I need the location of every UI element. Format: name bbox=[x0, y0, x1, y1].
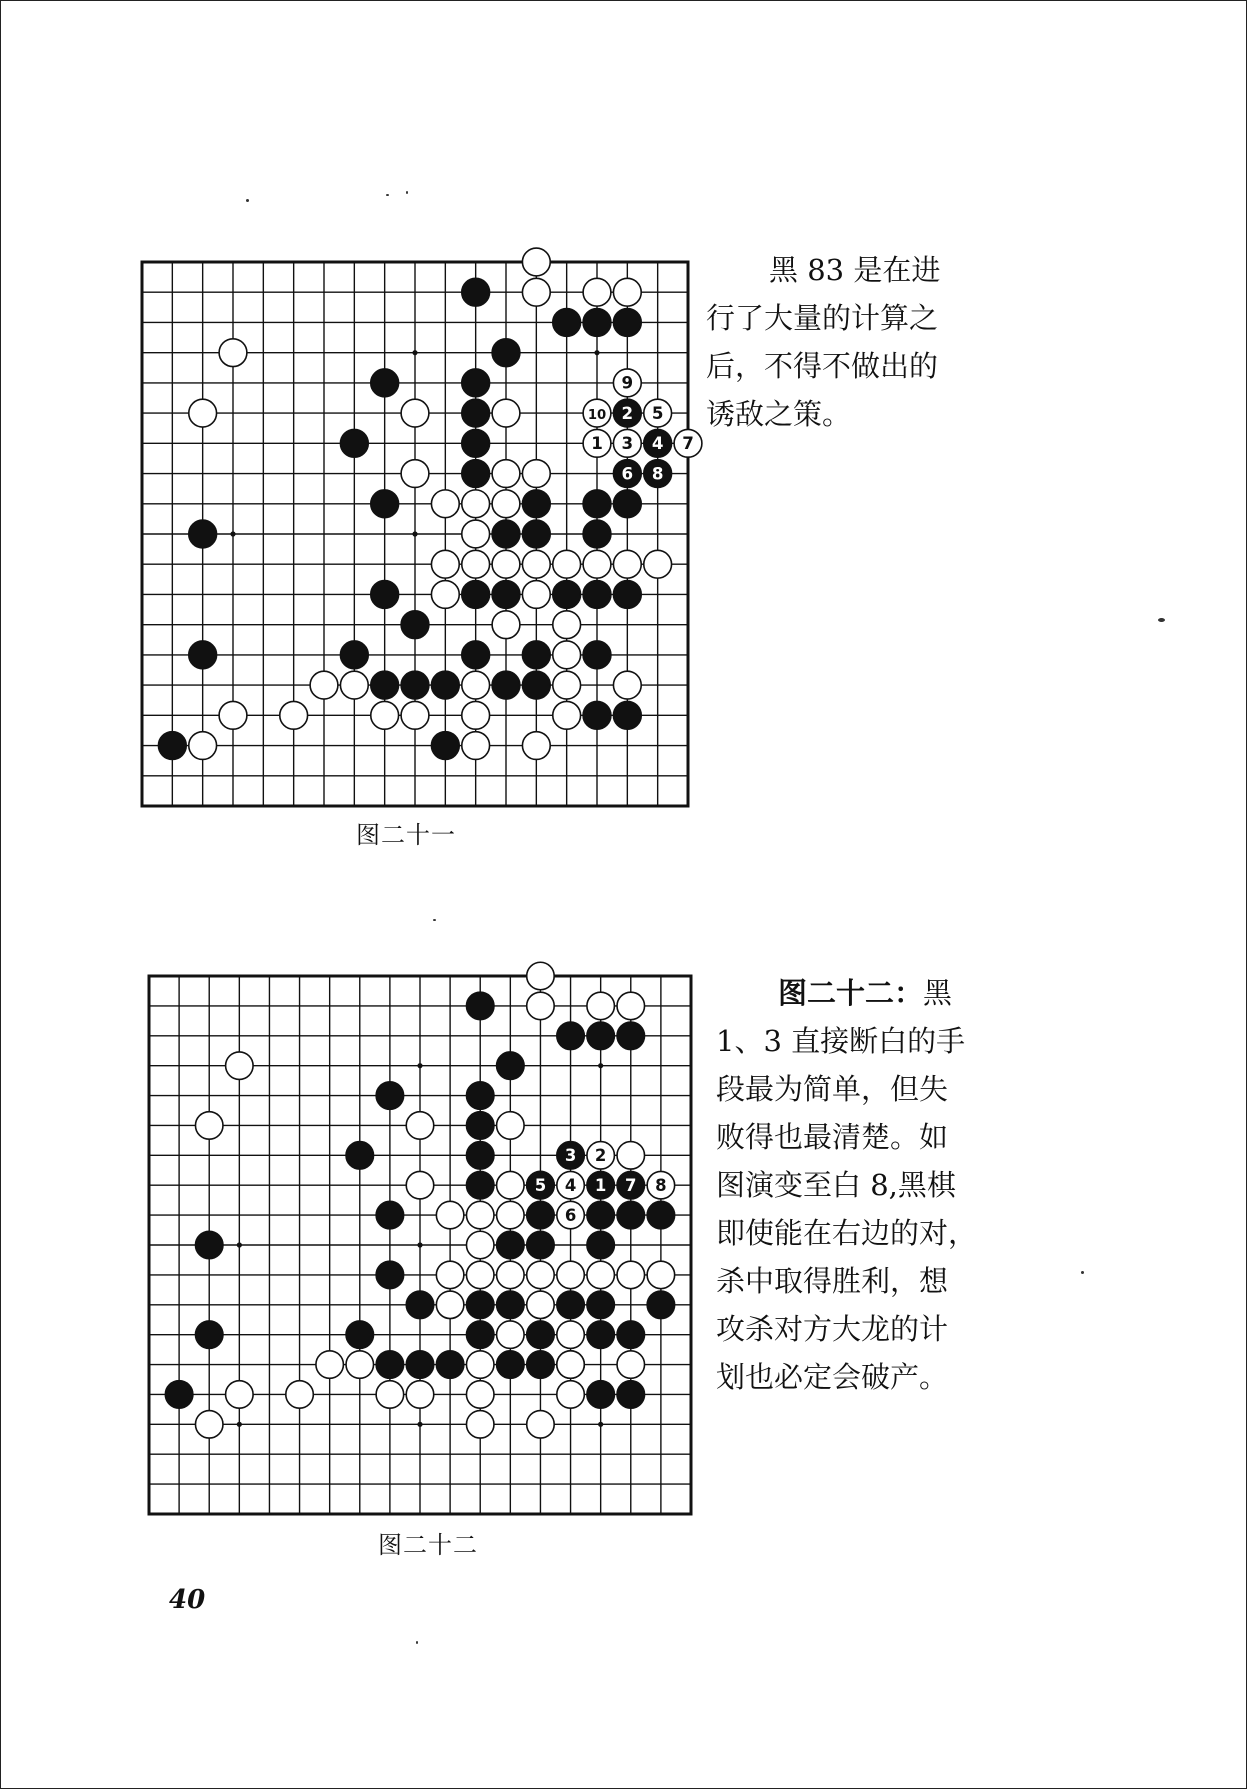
white-stone bbox=[587, 1261, 614, 1288]
move-number-label: 6 bbox=[621, 464, 634, 484]
star-point bbox=[598, 1063, 603, 1068]
star-point bbox=[237, 1422, 242, 1427]
white-stone bbox=[522, 732, 550, 760]
diagram-caption-22: 图二十二 bbox=[378, 1531, 478, 1559]
commentary-21-line-4: 诱敌之策。 bbox=[706, 397, 852, 431]
black-stone bbox=[462, 399, 490, 427]
white-stone bbox=[436, 1201, 463, 1228]
white-stone bbox=[583, 278, 611, 306]
white-stone bbox=[189, 399, 217, 427]
go-board-diagram-22 bbox=[146, 973, 694, 1517]
black-stone bbox=[406, 1291, 433, 1318]
black-stone bbox=[522, 490, 550, 518]
go-board-svg-21 bbox=[139, 259, 694, 809]
black-stone bbox=[583, 701, 611, 729]
black-stone bbox=[376, 1082, 403, 1109]
white-stone bbox=[553, 611, 581, 639]
commentary-22-heading: 图二十二： bbox=[778, 976, 924, 1010]
scan-speck bbox=[246, 199, 249, 202]
black-stone bbox=[617, 1381, 644, 1408]
white-stone bbox=[583, 550, 611, 578]
white-stone bbox=[617, 1261, 644, 1288]
white-stone bbox=[527, 962, 554, 989]
white-stone bbox=[527, 1411, 554, 1438]
move-number-label: 2 bbox=[621, 403, 634, 423]
white-stone bbox=[401, 701, 429, 729]
commentary-22-line-4: 图演变至白 8,黑棋 bbox=[716, 1168, 956, 1202]
move-number-label: 3 bbox=[621, 434, 634, 454]
white-stone bbox=[497, 1171, 524, 1198]
black-stone bbox=[462, 641, 490, 669]
commentary-21-line-3: 后，不得不做出的 bbox=[706, 349, 939, 383]
black-stone bbox=[522, 671, 550, 699]
black-stone bbox=[557, 1291, 584, 1318]
star-point bbox=[417, 1063, 422, 1068]
black-stone bbox=[340, 641, 368, 669]
white-stone bbox=[310, 671, 338, 699]
white-stone bbox=[401, 460, 429, 488]
white-stone bbox=[466, 1411, 493, 1438]
move-number-label: 8 bbox=[655, 1175, 667, 1195]
white-stone bbox=[522, 550, 550, 578]
white-stone bbox=[431, 581, 459, 609]
white-stone bbox=[219, 339, 247, 367]
black-stone bbox=[527, 1201, 554, 1228]
black-stone bbox=[189, 641, 217, 669]
white-stone bbox=[462, 701, 490, 729]
white-stone bbox=[466, 1351, 493, 1378]
black-stone bbox=[462, 369, 490, 397]
star-point bbox=[417, 1422, 422, 1427]
commentary-22-line-6: 杀中取得胜利，想 bbox=[716, 1264, 949, 1298]
black-stone bbox=[492, 671, 520, 699]
white-stone bbox=[617, 1142, 644, 1169]
white-stone bbox=[492, 490, 520, 518]
move-number-label: 7 bbox=[682, 434, 694, 454]
white-stone bbox=[466, 1381, 493, 1408]
star-point bbox=[594, 350, 599, 355]
black-stone bbox=[522, 641, 550, 669]
page-number: 40 bbox=[169, 1585, 206, 1615]
scan-speck bbox=[1081, 1271, 1084, 1274]
move-number-label: 1 bbox=[594, 1175, 607, 1195]
move-number-label: 7 bbox=[625, 1175, 637, 1195]
black-stone bbox=[466, 1142, 493, 1169]
black-stone bbox=[462, 460, 490, 488]
black-stone bbox=[376, 1351, 403, 1378]
black-stone bbox=[617, 1022, 644, 1049]
black-stone bbox=[492, 339, 520, 367]
white-stone bbox=[195, 1112, 222, 1139]
white-stone bbox=[401, 399, 429, 427]
black-stone bbox=[527, 1321, 554, 1348]
black-stone bbox=[195, 1231, 222, 1258]
black-stone bbox=[587, 1022, 614, 1049]
white-stone bbox=[431, 550, 459, 578]
black-stone bbox=[613, 309, 641, 337]
white-stone bbox=[613, 550, 641, 578]
black-stone bbox=[583, 520, 611, 548]
white-stone bbox=[226, 1381, 253, 1408]
star-point bbox=[598, 1422, 603, 1427]
white-stone bbox=[557, 1261, 584, 1288]
black-stone bbox=[158, 732, 186, 760]
black-stone bbox=[165, 1381, 192, 1408]
black-stone bbox=[340, 429, 368, 457]
move-number-label: 2 bbox=[594, 1146, 607, 1166]
black-stone bbox=[401, 671, 429, 699]
black-stone bbox=[587, 1321, 614, 1348]
go-board-diagram-21 bbox=[139, 259, 694, 809]
white-stone bbox=[406, 1171, 433, 1198]
white-stone bbox=[553, 641, 581, 669]
commentary-22 bbox=[716, 969, 977, 1401]
black-stone bbox=[583, 309, 611, 337]
white-stone bbox=[613, 278, 641, 306]
white-stone bbox=[553, 550, 581, 578]
black-stone bbox=[497, 1351, 524, 1378]
move-number-label: 3 bbox=[564, 1146, 577, 1166]
scan-speck bbox=[406, 191, 408, 194]
commentary-22-line-8: 划也必定会破产。 bbox=[716, 1360, 949, 1394]
commentary-22-line-1: 1、3 直接断白的手 bbox=[716, 1024, 966, 1058]
white-stone bbox=[436, 1261, 463, 1288]
black-stone bbox=[462, 429, 490, 457]
black-stone bbox=[587, 1231, 614, 1258]
black-stone bbox=[553, 581, 581, 609]
white-stone bbox=[613, 671, 641, 699]
scan-speck bbox=[433, 919, 436, 921]
white-stone bbox=[431, 490, 459, 518]
white-stone bbox=[226, 1052, 253, 1079]
white-stone bbox=[522, 460, 550, 488]
white-stone bbox=[492, 399, 520, 427]
commentary-22-line-5: 即使能在右边的对， bbox=[716, 1216, 978, 1250]
white-stone bbox=[189, 732, 217, 760]
white-stone bbox=[617, 1351, 644, 1378]
black-stone bbox=[466, 1321, 493, 1348]
white-stone bbox=[466, 1201, 493, 1228]
black-stone bbox=[613, 490, 641, 518]
black-stone bbox=[583, 641, 611, 669]
commentary-21 bbox=[706, 246, 940, 438]
black-stone bbox=[466, 992, 493, 1019]
move-number-label: 6 bbox=[564, 1205, 577, 1225]
black-stone bbox=[522, 520, 550, 548]
black-stone bbox=[376, 1261, 403, 1288]
black-stone bbox=[371, 581, 399, 609]
white-stone bbox=[462, 671, 490, 699]
white-stone bbox=[462, 550, 490, 578]
star-point bbox=[230, 531, 235, 536]
white-stone bbox=[527, 992, 554, 1019]
move-number-label: 9 bbox=[621, 373, 634, 393]
black-stone bbox=[462, 278, 490, 306]
move-number-label: 5 bbox=[534, 1175, 547, 1195]
black-stone bbox=[401, 611, 429, 639]
white-stone bbox=[647, 1261, 674, 1288]
move-number-label: 4 bbox=[564, 1175, 577, 1195]
black-stone bbox=[583, 490, 611, 518]
white-stone bbox=[527, 1261, 554, 1288]
move-number-label: 4 bbox=[651, 434, 664, 454]
white-stone bbox=[492, 550, 520, 578]
black-stone bbox=[431, 671, 459, 699]
white-stone bbox=[340, 671, 368, 699]
black-stone bbox=[371, 490, 399, 518]
black-stone bbox=[617, 1321, 644, 1348]
commentary-22-line-7: 攻杀对方大龙的计 bbox=[716, 1312, 949, 1346]
white-stone bbox=[371, 701, 399, 729]
move-number-label: 5 bbox=[651, 403, 664, 423]
white-stone bbox=[376, 1381, 403, 1408]
black-stone bbox=[497, 1231, 524, 1258]
black-stone bbox=[557, 1022, 584, 1049]
black-stone bbox=[346, 1142, 373, 1169]
black-stone bbox=[613, 581, 641, 609]
diagram-caption-21: 图二十一 bbox=[356, 821, 456, 849]
black-stone bbox=[583, 581, 611, 609]
black-stone bbox=[189, 520, 217, 548]
white-stone bbox=[644, 550, 672, 578]
white-stone bbox=[280, 701, 308, 729]
white-stone bbox=[497, 1201, 524, 1228]
white-stone bbox=[462, 490, 490, 518]
black-stone bbox=[371, 671, 399, 699]
white-stone bbox=[497, 1112, 524, 1139]
white-stone bbox=[617, 992, 644, 1019]
white-stone bbox=[316, 1351, 343, 1378]
white-stone bbox=[492, 460, 520, 488]
star-point bbox=[412, 531, 417, 536]
white-stone bbox=[527, 1291, 554, 1318]
black-stone bbox=[617, 1201, 644, 1228]
white-stone bbox=[462, 732, 490, 760]
commentary-22-line-3: 败得也最清楚。如 bbox=[716, 1120, 949, 1154]
white-stone bbox=[587, 992, 614, 1019]
white-stone bbox=[553, 701, 581, 729]
black-stone bbox=[371, 369, 399, 397]
commentary-22-line-2: 段最为简单，但失 bbox=[716, 1072, 949, 1106]
move-number-label: 1 bbox=[591, 434, 603, 454]
star-point bbox=[237, 1242, 242, 1247]
black-stone bbox=[466, 1112, 493, 1139]
white-stone bbox=[346, 1351, 373, 1378]
black-stone bbox=[587, 1201, 614, 1228]
white-stone bbox=[553, 671, 581, 699]
white-stone bbox=[522, 581, 550, 609]
black-stone bbox=[497, 1052, 524, 1079]
black-stone bbox=[492, 520, 520, 548]
white-stone bbox=[406, 1381, 433, 1408]
commentary-21-line-2: 行了大量的计算之 bbox=[706, 301, 939, 335]
white-stone bbox=[286, 1381, 313, 1408]
black-stone bbox=[466, 1082, 493, 1109]
commentary-22-heading-tail: 黑 bbox=[923, 976, 953, 1010]
move-number-label: 8 bbox=[651, 464, 664, 484]
white-stone bbox=[436, 1291, 463, 1318]
black-stone bbox=[406, 1351, 433, 1378]
black-stone bbox=[587, 1381, 614, 1408]
white-stone bbox=[219, 701, 247, 729]
black-stone bbox=[195, 1321, 222, 1348]
white-stone bbox=[557, 1321, 584, 1348]
black-stone bbox=[466, 1291, 493, 1318]
white-stone bbox=[522, 278, 550, 306]
scan-speck bbox=[416, 1641, 418, 1644]
scan-speck bbox=[386, 194, 389, 196]
white-stone bbox=[497, 1321, 524, 1348]
white-stone bbox=[466, 1261, 493, 1288]
black-stone bbox=[346, 1321, 373, 1348]
black-stone bbox=[492, 581, 520, 609]
white-stone bbox=[462, 520, 490, 548]
white-stone bbox=[466, 1231, 493, 1258]
black-stone bbox=[466, 1171, 493, 1198]
white-stone bbox=[497, 1261, 524, 1288]
go-board-svg-22 bbox=[146, 973, 694, 1517]
black-stone bbox=[376, 1201, 403, 1228]
black-stone bbox=[647, 1291, 674, 1318]
white-stone bbox=[557, 1351, 584, 1378]
commentary-21-line-1: 黑 83 是在进 bbox=[769, 253, 941, 287]
white-stone bbox=[406, 1112, 433, 1139]
star-point bbox=[412, 350, 417, 355]
white-stone bbox=[522, 248, 550, 276]
scan-speck bbox=[1158, 618, 1165, 622]
black-stone bbox=[527, 1231, 554, 1258]
white-stone bbox=[195, 1411, 222, 1438]
black-stone bbox=[527, 1351, 554, 1378]
move-number-label: 10 bbox=[587, 407, 607, 423]
white-stone bbox=[492, 611, 520, 639]
black-stone bbox=[647, 1201, 674, 1228]
black-stone bbox=[431, 732, 459, 760]
black-stone bbox=[553, 309, 581, 337]
black-stone bbox=[613, 701, 641, 729]
black-stone bbox=[587, 1291, 614, 1318]
black-stone bbox=[436, 1351, 463, 1378]
star-point bbox=[417, 1242, 422, 1247]
white-stone bbox=[557, 1381, 584, 1408]
black-stone bbox=[497, 1291, 524, 1318]
black-stone bbox=[462, 581, 490, 609]
